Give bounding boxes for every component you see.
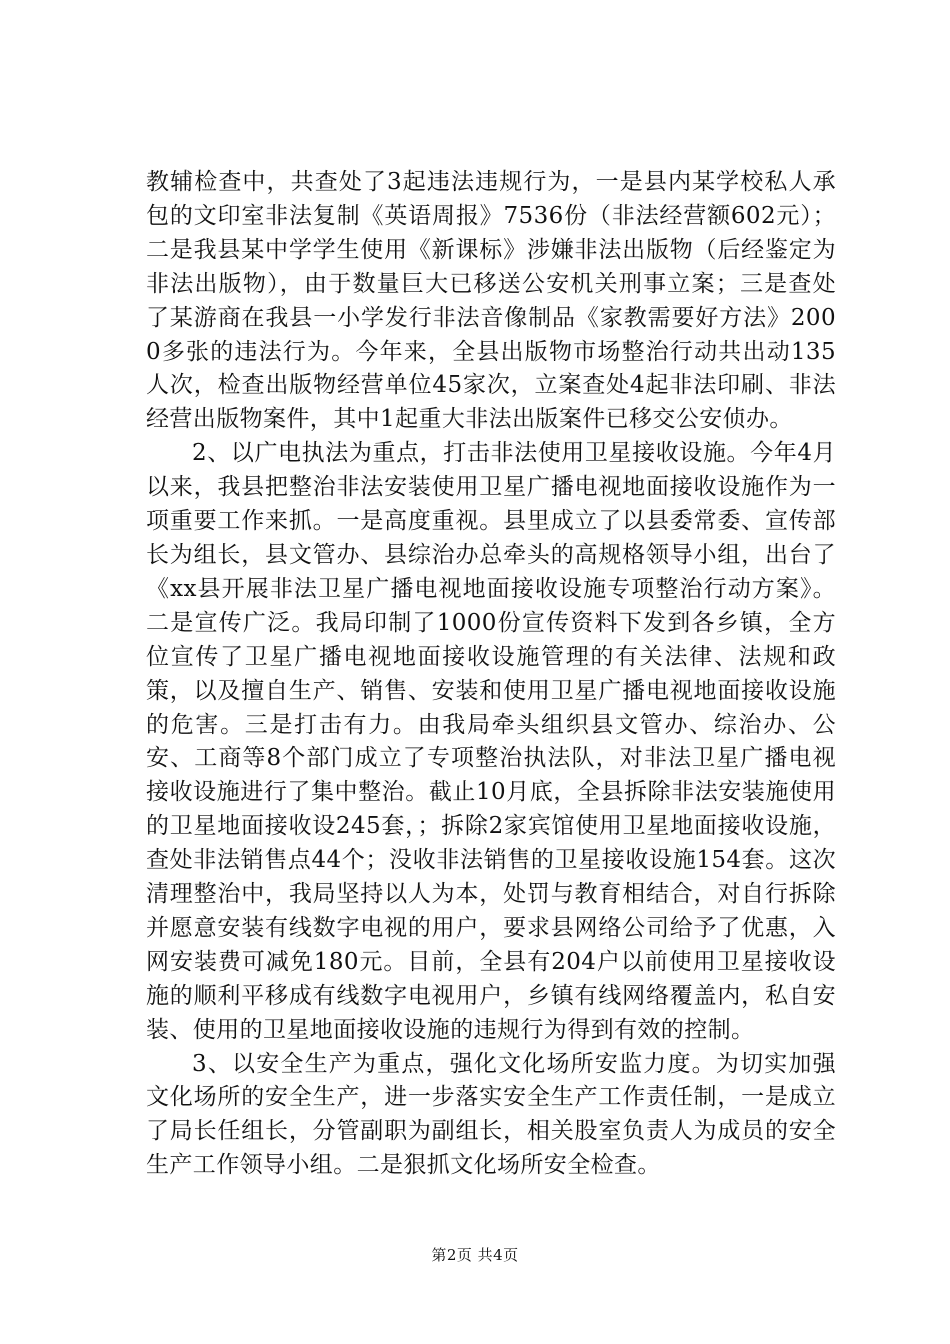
page-number-footer: 第2页 共4页 xyxy=(431,1246,519,1264)
paragraph-broadcast-enforcement: 2、以广电执法为重点，打击非法使用卫星接收设施。今年4月以来，我县把整治非法安装使用卫星广播电视地面接收设施作为一项重要工作来抓。一是高度重视。县里成立了以县委常委、宣传部长为组长，县文管办、县综治办总牵头的高规格领导小组，出台了《xx县开展非法卫星广播电视地面接收设施专项整治行动方案》。二是宣传广泛。我局印制了1000份宣传资料下发到各乡镇，全方位宣传了卫星广播电视地面接收设施管理的有关法律、法规和政策，以及擅自生产、销售、安装和使用卫星广播电视地面接收设施的危害。三是打击有力。由我局牵头组织县文管办、综治办、公安、工商等8个部门成立了专项整治执法队，对非法卫星广播电视接收设施进行了集中整治。截止10月底，全县拆除非法安装施使用的卫星地面接收设245套，；拆除2家宾馆使用卫星地面接收设施，查处非法销售点44个；没收非法销售的卫星接收设施154套。这次清理整治中，我局坚持以人为本，处罚与教育相结合，对自行拆除并愿意安装有线数字电视的用户，要求县网络公司给予了优惠，入网安装费可减免180元。目前，全县有204户以前使用卫星接收设施的顺利平移成有线数字电视用户，乡镇有线网络覆盖内，私自安装、使用的卫星地面接收设施的违规行为得到有效的控制。 xyxy=(146,440,836,1043)
paragraph-continuation: 教辅检查中，共查处了3起违法违规行为，一是县内某学校私人承包的文印室非法复制《英语周报》7536份（非法经营额602元）；二是我县某中学学生使用《新课标》涉嫌非法出版物（后经鉴定为非法出版物），由于数量巨大已移送公安机关刑事立案；三是查处了某游商在我县一小学发行非法音像制品《家教需要好方法》2000多张的违法行为。今年来，全县出版物市场整治行动共出动135人次，检查出版物经营单位45家次，立案查处4起非法印刷、非法经营出版物案件，其中1起重大非法出版案件已移交公安侦办。 xyxy=(146,169,836,433)
paragraph-safety-production: 3、以安全生产为重点，强化文化场所安监力度。为切实加强文化场所的安全生产，进一步落实安全生产工作责任制，一是成立了局长任组长，分管副职为副组长，相关股室负责人为成员的安全生产工作领导小组。二是狠抓文化场所安全检查。 xyxy=(146,1050,836,1179)
document-body xyxy=(146,166,836,1183)
